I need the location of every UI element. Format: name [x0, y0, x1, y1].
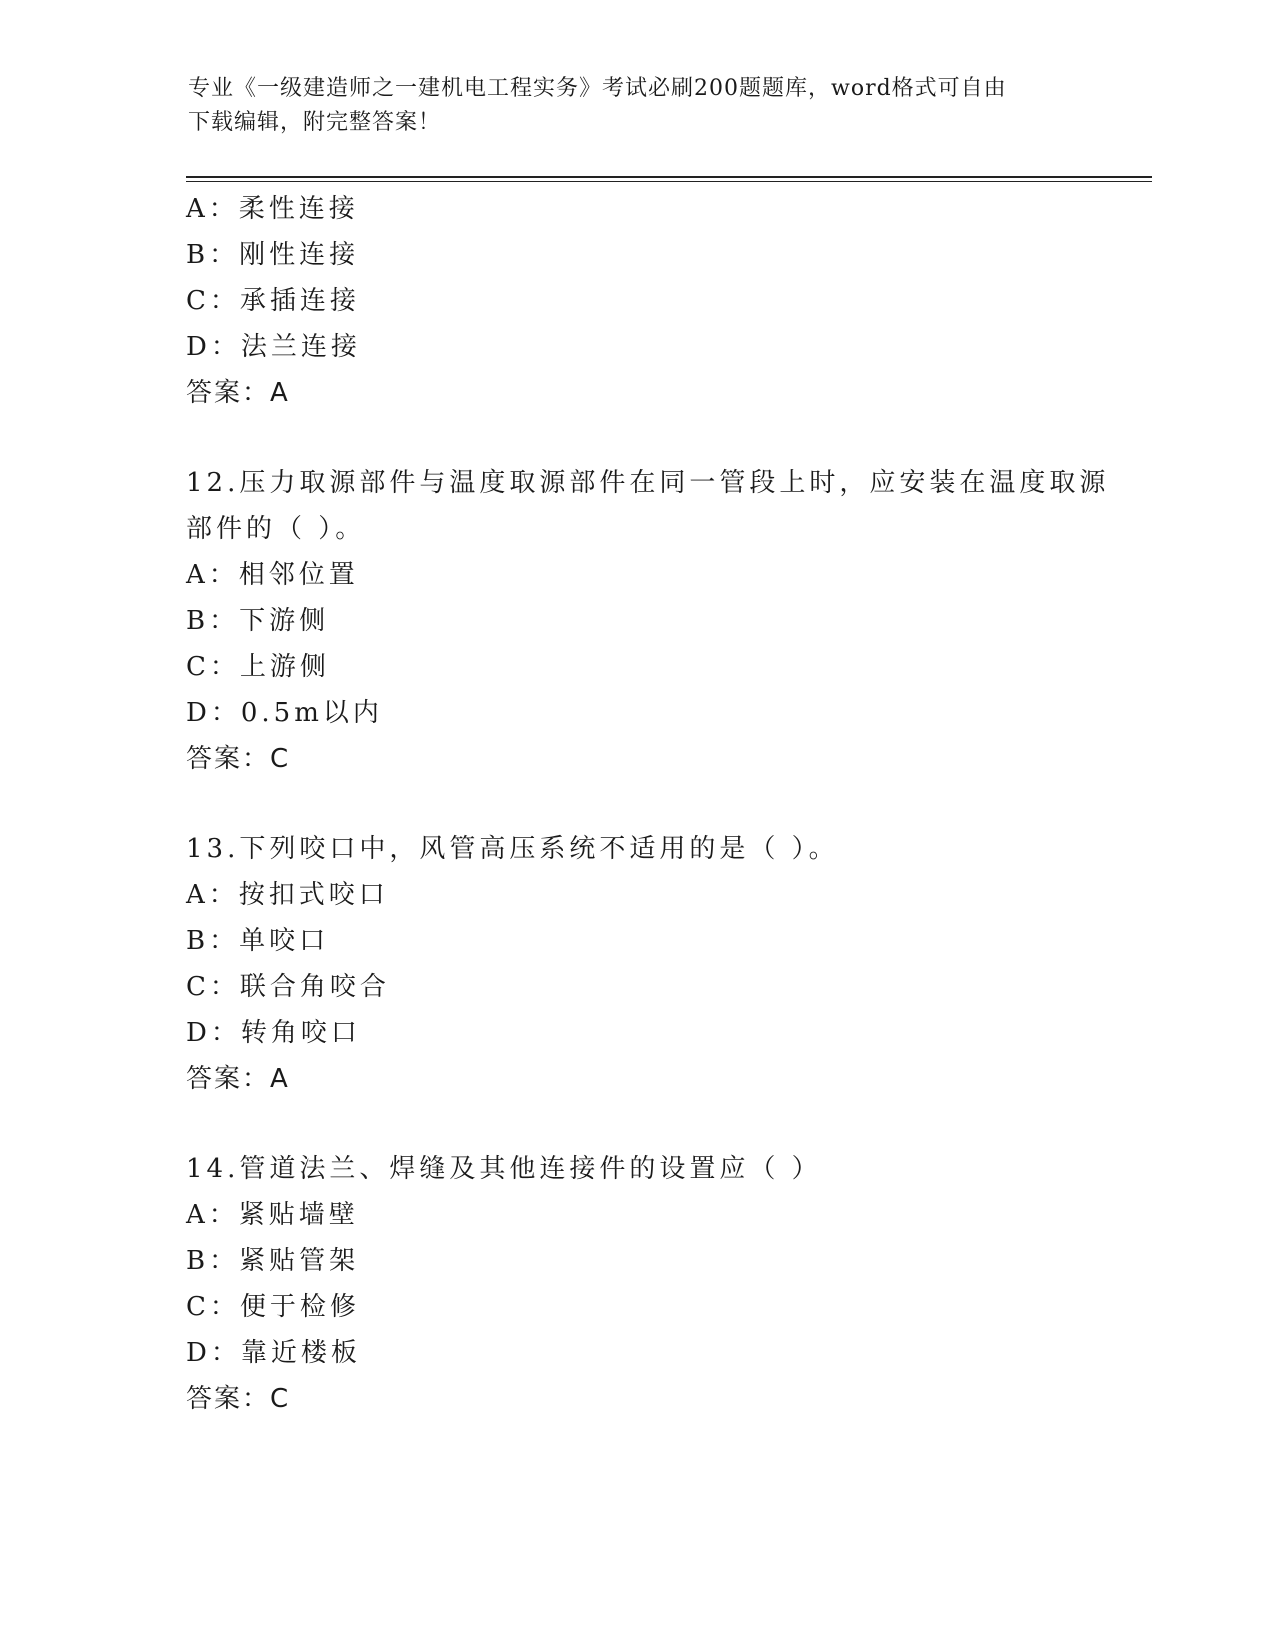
option-b: B：单咬口	[186, 926, 330, 956]
option-a: A：柔性连接	[186, 194, 359, 224]
question-12	[186, 460, 1116, 782]
option-b: B：下游侧	[186, 606, 330, 636]
option-a: A：紧贴墙壁	[186, 1200, 359, 1230]
question-stem: 13.下列咬口中，风管高压系统不适用的是（ ）。	[186, 834, 839, 864]
spacer	[186, 416, 1116, 460]
answer-line: 答案：C	[186, 744, 291, 774]
header-line-2: 下载编辑，附完整答案！	[188, 110, 442, 135]
question-stem: 12.压力取源部件与温度取源部件在同一管段上时，应安装在温度取源部件的（ ）。	[186, 468, 1110, 544]
spacer	[186, 1102, 1116, 1146]
option-a: A：相邻位置	[186, 560, 359, 590]
question-stem: 14.管道法兰、焊缝及其他连接件的设置应（ ）	[186, 1154, 822, 1184]
spacer	[186, 782, 1116, 826]
option-c: C：联合角咬合	[186, 972, 390, 1002]
question-13	[186, 826, 1116, 1102]
answer-line: 答案：C	[186, 1384, 291, 1414]
question-14	[186, 1146, 1116, 1422]
option-d: D：0.5m以内	[186, 698, 383, 728]
option-c: C：承插连接	[186, 286, 360, 316]
header-divider	[186, 176, 1152, 182]
option-b: B：紧贴管架	[186, 1246, 360, 1276]
question-11-continued	[186, 186, 1116, 416]
answer-line: 答案：A	[186, 1064, 290, 1094]
option-d: D：转角咬口	[186, 1018, 361, 1048]
answer-line: 答案：A	[186, 378, 290, 408]
option-b: B：刚性连接	[186, 240, 360, 270]
document-header	[188, 72, 1088, 140]
option-d: D：靠近楼板	[186, 1338, 361, 1368]
option-d: D：法兰连接	[186, 332, 361, 362]
option-c: C：便于检修	[186, 1292, 360, 1322]
question-list	[186, 186, 1116, 1422]
header-line-1: 专业《一级建造师之一建机电工程实务》考试必刷200题题库，word格式可自由	[188, 76, 1007, 101]
option-a: A：按扣式咬口	[186, 880, 389, 910]
option-c: C：上游侧	[186, 652, 330, 682]
